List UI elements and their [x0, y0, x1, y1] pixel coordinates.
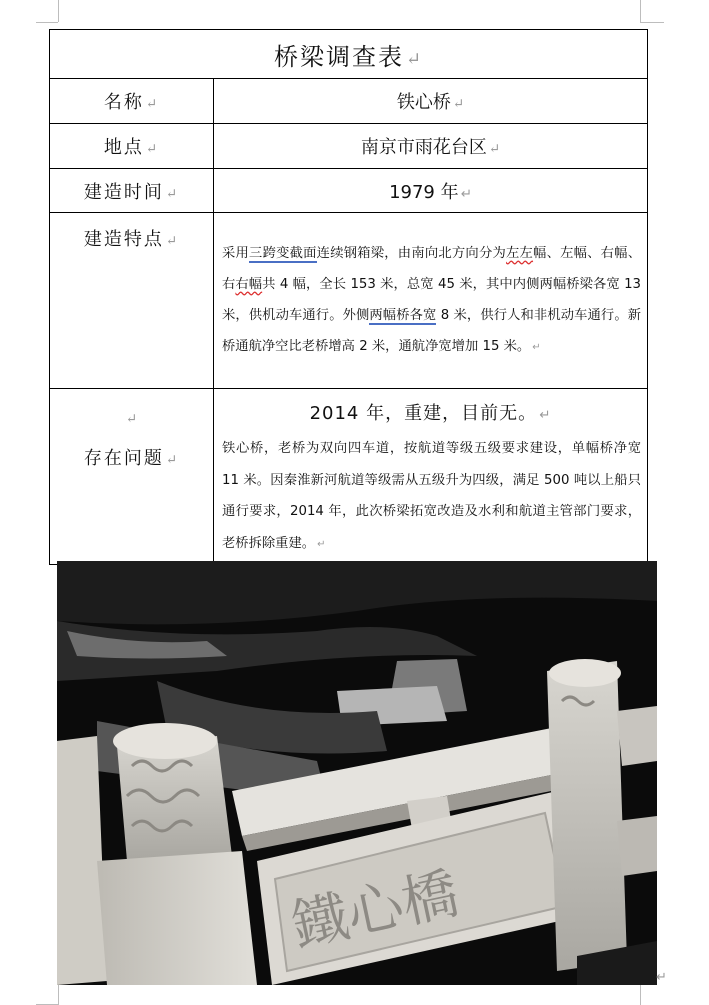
- built-value-cell[interactable]: [214, 169, 648, 213]
- location-value: 南京市雨花台区: [360, 137, 487, 158]
- bridge-railing-illustration: [57, 561, 657, 985]
- location-value-cell[interactable]: [214, 124, 648, 169]
- table-row-features: [50, 213, 648, 389]
- features-value-cell[interactable]: [214, 213, 648, 389]
- table-row-issues: [50, 389, 648, 565]
- issues-headline: [214, 389, 647, 433]
- features-paragraph: [214, 234, 647, 368]
- issues-value-cell[interactable]: [214, 389, 648, 565]
- built-value: 1979 年: [389, 181, 459, 203]
- name-label: 名称: [103, 92, 144, 113]
- paragraph-mark: ↵: [452, 96, 465, 112]
- features-text-spellcheck: 左左: [506, 245, 534, 261]
- name-value: 铁心桥: [396, 92, 451, 113]
- features-text: 幅、左幅、右幅、右: [222, 245, 642, 292]
- crop-mark-bottom-left-v: [58, 985, 59, 1005]
- paragraph-mark: ↵: [656, 970, 667, 985]
- issues-headline-text: 2014 年，重建，目前无。: [309, 403, 538, 424]
- features-label: 建造特点: [83, 229, 164, 250]
- paragraph-mark: ↵: [539, 407, 552, 423]
- inscription-char: 鐵心橋: [286, 861, 465, 960]
- bridge-survey-table: [49, 29, 648, 565]
- features-label-cell[interactable]: [50, 213, 214, 389]
- location-label-cell[interactable]: [50, 124, 214, 169]
- paragraph-mark: ↵: [532, 342, 541, 354]
- location-label: 地点: [103, 137, 144, 158]
- table-row-built: [50, 169, 648, 213]
- crop-mark-top-left-h: [36, 22, 58, 23]
- paragraph-mark: ↵: [165, 185, 180, 202]
- paragraph-mark: ↵: [317, 538, 326, 550]
- features-text: 采用: [222, 245, 250, 261]
- issues-label-cell[interactable]: [50, 389, 214, 565]
- table-row-name: [50, 79, 648, 124]
- paragraph-mark: ↵: [165, 233, 180, 249]
- features-text: 共 4 幅，全长 153 米，总宽 45 米，其中内侧两幅桥梁各宽 13 米，供机动车通行。外侧: [222, 276, 642, 323]
- issues-label: 存在问题: [83, 448, 164, 469]
- features-text: 8 米，供行人和非机动车通行。新桥通航净空比老桥增高 2 米，通航净宽增加 15 米。: [222, 308, 642, 355]
- name-label-cell[interactable]: [50, 79, 214, 124]
- crop-mark-bottom-right-v: [640, 985, 641, 1005]
- paragraph-mark: ↵: [145, 141, 160, 157]
- issues-text: 铁心桥，老桥为双向四车道，按航道等级五级要求建设，单幅桥净宽 11 米。因秦淮新河航道等级需从五级升为四级，满足 500 吨以上船只通行要求，2014 年，此次桥梁拓宽改造及水利和航道主管部门要求，老桥拆除重建。: [222, 441, 641, 551]
- built-label: 建造时间: [83, 181, 164, 203]
- crop-mark-top-left-v: [58, 0, 59, 22]
- features-text-underlined: 三跨变截面: [249, 245, 317, 261]
- issues-paragraph: [214, 433, 647, 564]
- paragraph-mark: ↵: [125, 411, 140, 427]
- table-title[interactable]: [50, 30, 648, 79]
- paragraph-mark: ↵: [165, 452, 180, 468]
- bridge-railing-photo[interactable]: [57, 561, 657, 985]
- features-text-spellcheck: 右幅: [235, 276, 263, 292]
- built-label-cell[interactable]: [50, 169, 214, 213]
- features-text: 连续钢箱梁，由南向北方向分为: [316, 245, 506, 261]
- features-text-underlined: 两幅桥各宽: [369, 308, 437, 323]
- crop-mark-top-right-h: [640, 22, 664, 23]
- table-title-text: 桥梁调查表: [273, 42, 404, 71]
- name-value-cell[interactable]: [214, 79, 648, 124]
- paragraph-mark: ↵: [488, 141, 501, 157]
- table-row-title: [50, 30, 648, 79]
- table-row-location: [50, 124, 648, 169]
- crop-mark-top-right-v: [640, 0, 641, 22]
- paragraph-mark: ↵: [460, 185, 472, 202]
- paragraph-mark: ↵: [145, 96, 160, 112]
- paragraph-mark: ↵: [405, 48, 424, 70]
